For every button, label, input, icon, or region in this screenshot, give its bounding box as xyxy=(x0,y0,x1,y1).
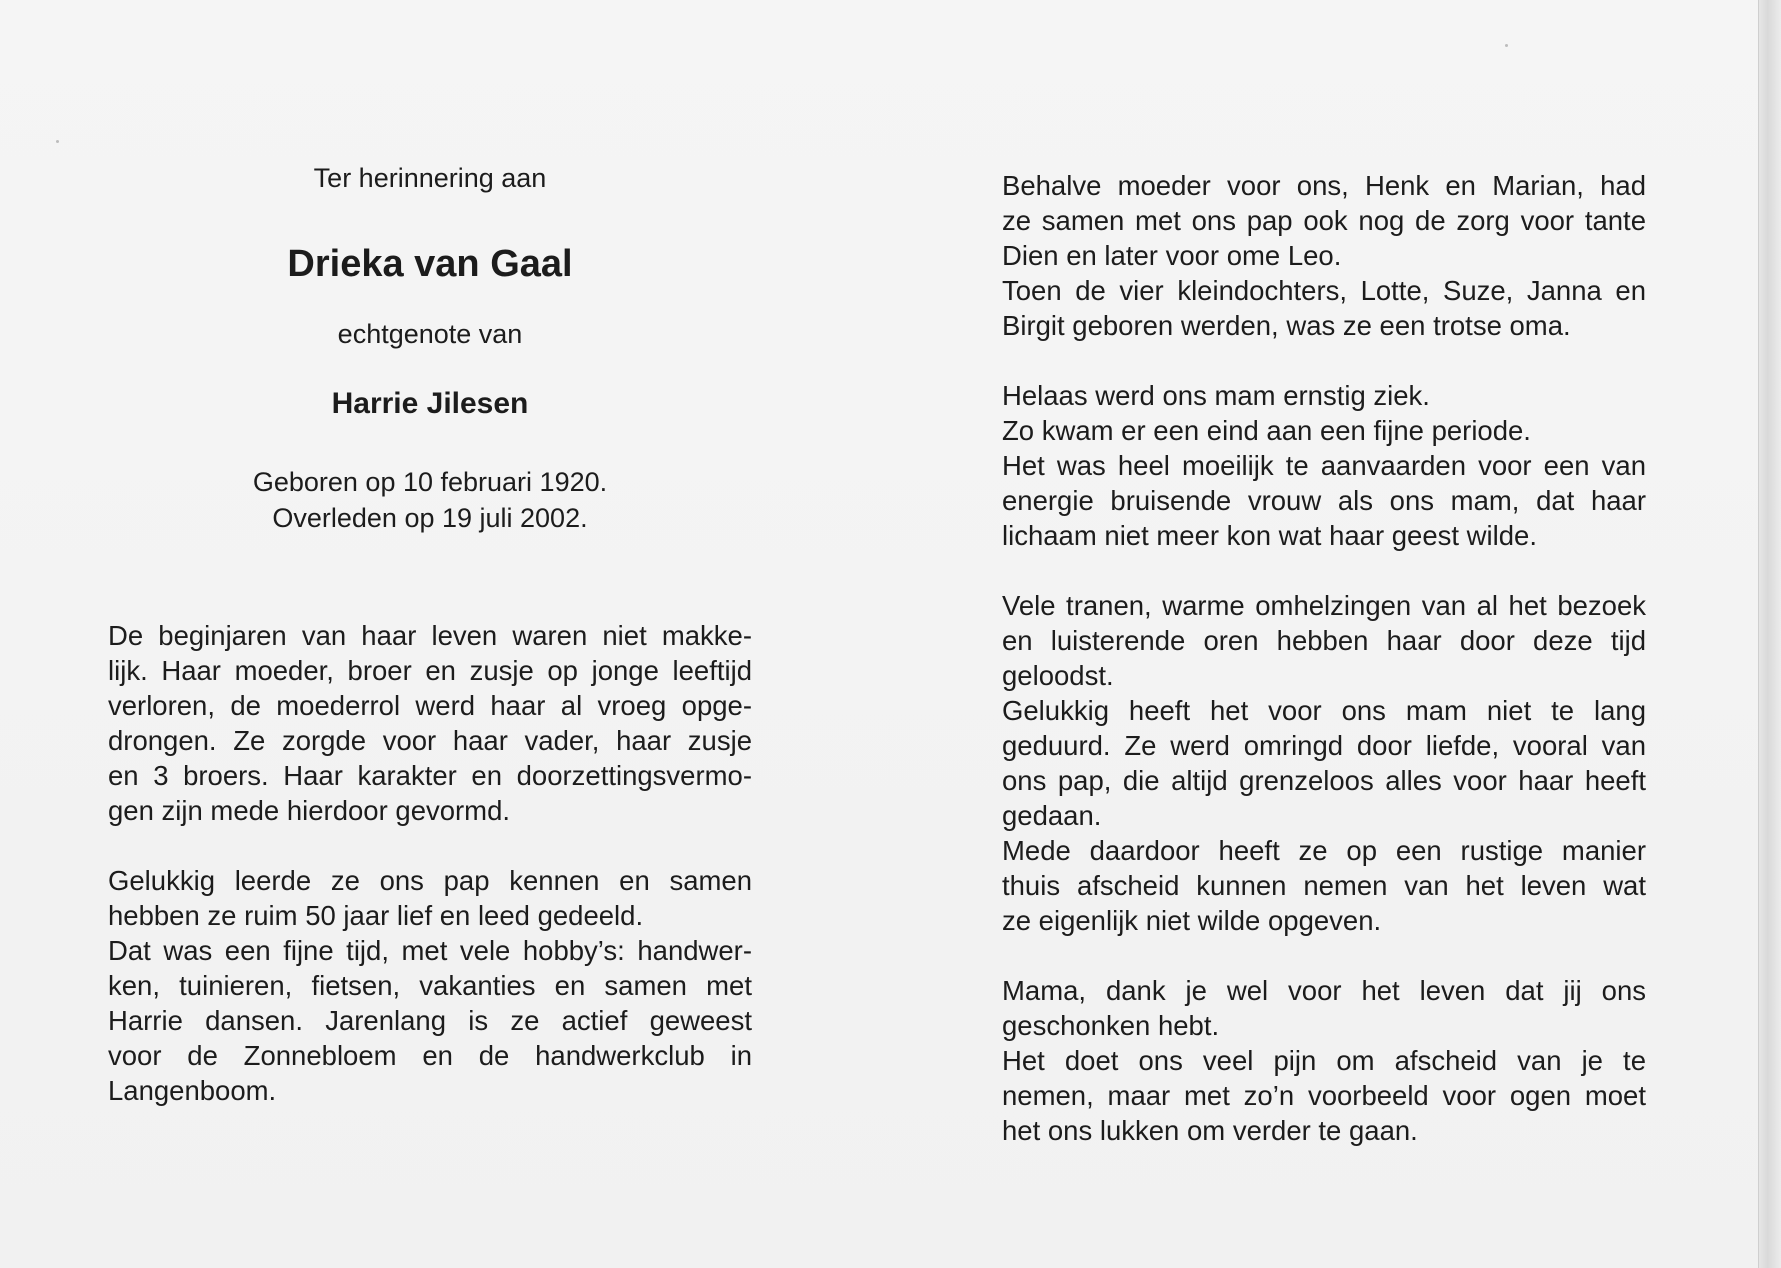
text-line: geduurd. Ze werd omringd door liefde, vooral van xyxy=(1002,730,1646,761)
text-line: Langenboom. xyxy=(108,1075,277,1106)
text-line: Vele tranen, warme omhelzingen van al het bezoek xyxy=(1002,590,1646,621)
text-line: verloren, de moederrol werd haar al vroeg opge- xyxy=(108,690,752,721)
text-line: Mama, dank je wel voor het leven dat jij ons xyxy=(1002,975,1646,1006)
text-line: Behalve moeder voor ons, Henk en Marian, had xyxy=(1002,170,1646,201)
text-line: drongen. Ze zorgde voor haar vader, haar zusje xyxy=(108,725,752,756)
spouse-name: Harrie Jilesen xyxy=(331,387,529,420)
right-paragraph-1 xyxy=(1002,168,1646,343)
right-paragraph-2 xyxy=(1002,378,1646,553)
text-line: en luisterende oren hebben haar door deze tijd xyxy=(1002,625,1646,656)
text-line: De beginjaren van haar leven waren niet makke- xyxy=(108,620,752,651)
paper-speck xyxy=(56,140,59,143)
text-line: Gelukkig leerde ze ons pap kennen en samen xyxy=(108,865,752,896)
text-line: gen zijn mede hierdoor gevormd. xyxy=(108,795,511,826)
text-line: en 3 broers. Haar karakter en doorzettingsvermo- xyxy=(108,760,752,791)
relation-text: echtgenote van xyxy=(337,319,523,349)
text-line: thuis afscheid kunnen nemen van het leven wat xyxy=(1002,870,1646,901)
text-line: Dat was een fijne tijd, met vele hobby’s: handwer- xyxy=(108,935,752,966)
card-fold-edge xyxy=(1758,0,1781,1268)
text-line: Zo kwam er een eind aan een fijne periode. xyxy=(1002,415,1531,446)
text-line: energie bruisende vrouw als ons mam, dat haar xyxy=(1002,485,1646,516)
left-paragraph-1 xyxy=(108,618,752,828)
text-line: ons pap, die altijd grenzeloos alles voor haar heeft xyxy=(1002,765,1646,796)
text-line: Harrie dansen. Jarenlang is ze actief geweest xyxy=(108,1005,752,1036)
text-line: Mede daardoor heeft ze op een rustige manier xyxy=(1002,835,1646,866)
left-page xyxy=(108,160,752,1108)
text-line: lijk. Haar moeder, broer en zusje op jonge leeftijd xyxy=(108,655,752,686)
right-paragraph-3 xyxy=(1002,588,1646,938)
deceased-name: Drieka van Gaal xyxy=(287,243,573,285)
paper-speck xyxy=(1505,44,1508,47)
life-dates xyxy=(108,464,752,536)
text-line: Helaas werd ons mam ernstig ziek. xyxy=(1002,380,1430,411)
text-line: Het was heel moeilijk te aanvaarden voor een van xyxy=(1002,450,1646,481)
text-line: Dien en later voor ome Leo. xyxy=(1002,240,1342,271)
text-line: ze samen met ons pap ook nog de zorg voor tante xyxy=(1002,205,1646,236)
text-line: gedaan. xyxy=(1002,800,1102,831)
text-line: het ons lukken om verder te gaan. xyxy=(1002,1115,1418,1146)
text-line: ken, tuinieren, fietsen, vakanties en samen met xyxy=(108,970,752,1001)
text-line: Toen de vier kleindochters, Lotte, Suze, Janna en xyxy=(1002,275,1646,306)
text-line: hebben ze ruim 50 jaar lief en leed gedeeld. xyxy=(108,900,644,931)
death-date: Overleden op 19 juli 2002. xyxy=(272,503,588,533)
right-paragraph-4 xyxy=(1002,973,1646,1148)
text-line: Gelukkig heeft het voor ons mam niet te lang xyxy=(1002,695,1646,726)
text-line: Het doet ons veel pijn om afscheid van je te xyxy=(1002,1045,1646,1076)
text-line: ze eigenlijk niet wilde opgeven. xyxy=(1002,905,1382,936)
text-line: lichaam niet meer kon wat haar geest wilde. xyxy=(1002,520,1537,551)
intro-text: Ter herinnering aan xyxy=(313,163,547,193)
text-line: geschonken hebt. xyxy=(1002,1010,1220,1041)
left-paragraph-2 xyxy=(108,863,752,1108)
text-line: voor de Zonnebloem en de handwerkclub in xyxy=(108,1040,752,1071)
text-line: nemen, maar met zo’n voorbeeld voor ogen moet xyxy=(1002,1080,1646,1111)
birth-date: Geboren op 10 februari 1920. xyxy=(252,467,608,497)
right-page xyxy=(1002,168,1646,1148)
text-line: geloodst. xyxy=(1002,660,1114,691)
text-line: Birgit geboren werden, was ze een trotse oma. xyxy=(1002,310,1571,341)
